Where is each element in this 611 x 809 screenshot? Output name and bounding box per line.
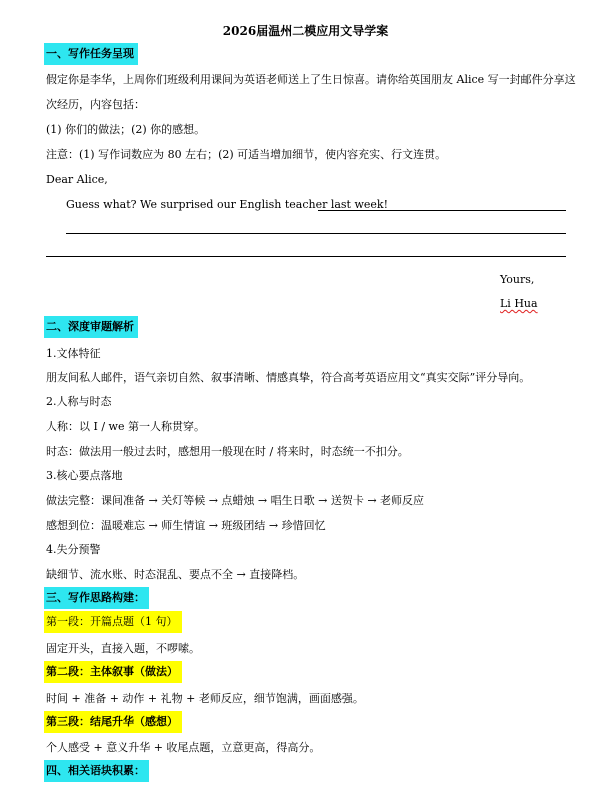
item-3-feelings: 感想到位：温暖难忘 → 师生情谊 → 班级团结 → 珍惜回忆 xyxy=(46,519,326,532)
item-4-text: 缺细节、流水账、时态混乱、要点不全 → 直接降档。 xyxy=(46,568,305,581)
paragraph-1-text: 固定开头，直接入题，不啰嗦。 xyxy=(46,642,200,655)
paragraph-2-text: 时间 + 准备 + 动作 + 礼物 + 老师反应，细节饱满，画面感强。 xyxy=(46,692,364,705)
paragraph-2-label: 第二段：主体叙事（做法） xyxy=(44,661,182,683)
task-notes: 注意：(1) 写作词数应为 80 左右；(2) 可适当增加细节，使内容充实、行文连贯。 xyxy=(46,148,447,161)
paragraph-1-label: 第一段：开篇点题（1 句） xyxy=(44,611,182,633)
paragraph-3-label: 第三段：结尾升华（感想） xyxy=(44,711,182,733)
signature: Li Hua xyxy=(500,297,538,310)
writing-line xyxy=(318,210,566,211)
task-line-2: 次经历，内容包括： xyxy=(46,98,145,111)
item-2-tense: 时态：做法用一般过去时，感想用一般现在时 / 将来时，时态统一不扣分。 xyxy=(46,445,409,458)
item-1-text: 朋友间私人邮件，语气亲切自然、叙事清晰、情感真挚，符合高考英语应用文“真实交际”评分导向。 xyxy=(46,371,531,384)
item-2-title: 2.人称与时态 xyxy=(46,395,112,408)
item-1-title: 1.文体特征 xyxy=(46,347,101,360)
paragraph-3-text: 个人感受 + 意义升华 + 收尾点题，立意更高，得高分。 xyxy=(46,741,321,754)
writing-line xyxy=(66,233,566,234)
task-points: (1) 你们的做法；(2) 你的感想。 xyxy=(46,123,206,136)
task-line-1: 假定你是李华，上周你们班级利用课间为英语老师送上了生日惊喜。请你给英国朋友 Alice 写一封邮件分享这 xyxy=(46,73,576,86)
section-3-heading: 三、写作思路构建： xyxy=(44,587,149,609)
item-3-actions: 做法完整：课间准备 → 关灯等候 → 点蜡烛 → 唱生日歌 → 送贺卡 → 老师反应 xyxy=(46,494,425,507)
salutation: Dear Alice, xyxy=(46,173,108,186)
opening-sentence: Guess what? We surprised our English teacher last week! xyxy=(66,198,388,211)
item-4-title: 4.失分预警 xyxy=(46,543,101,556)
section-2-heading: 二、深度审题解析 xyxy=(44,316,138,338)
page-title: 2026届温州二模应用文导学案 xyxy=(222,24,389,38)
item-3-title: 3.核心要点落地 xyxy=(46,469,123,482)
writing-line xyxy=(46,256,566,257)
item-2-person: 人称：以 I / we 第一人称贯穿。 xyxy=(46,420,205,433)
closing: Yours, xyxy=(500,273,535,286)
section-4-heading: 四、相关语块积累： xyxy=(44,760,149,782)
section-1-heading: 一、写作任务呈现 xyxy=(44,43,138,65)
